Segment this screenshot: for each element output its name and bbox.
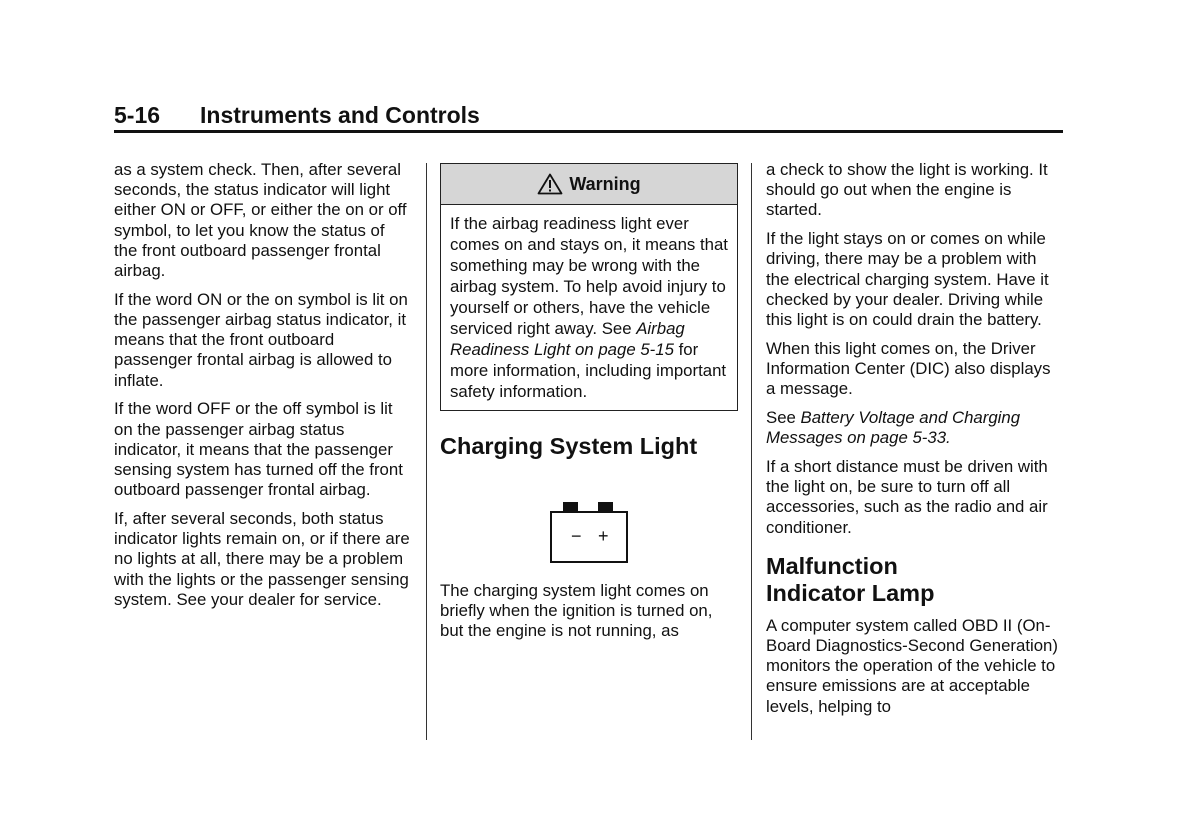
cross-reference: Airbag Readiness Light on page 5-15 <box>450 319 685 359</box>
paragraph: When this light comes on, the Driver Information Center (DIC) also displays a message. <box>766 338 1051 399</box>
section-heading-mil: Malfunction Indicator Lamp <box>766 552 935 607</box>
column-divider-right <box>751 163 752 740</box>
column-left <box>114 160 412 619</box>
warning-text: If the airbag readiness light ever comes on and stays on, it means that something may be wrong with the airbag system. To help avoid injury to yourself or others, have the vehicle serviced right away. See Airbag Readiness Light on page 5-15 for more information, including important safety information. <box>450 214 728 401</box>
paragraph: See Battery Voltage and Charging Messages on page 5-33. <box>766 408 1021 448</box>
warning-triangle-icon <box>537 173 563 195</box>
warning-header <box>441 164 737 205</box>
paragraph: If the word OFF or the off symbol is lit on the passenger airbag status indicator, it means that the passenger sensing system has turned off the front outboard passenger frontal airbag. <box>114 399 403 500</box>
column-right <box>766 160 1064 725</box>
paragraph: a check to show the light is working. It should go out when the engine is started. <box>766 160 1048 220</box>
column-divider-left <box>426 163 427 740</box>
cross-reference: Battery Voltage and Charging Messages on page 5-33. <box>766 408 1021 448</box>
paragraph: If the word ON or the on symbol is lit on the passenger airbag status indicator, it means that the front outboard passenger frontal airbag is allowed to inflate. <box>114 289 408 390</box>
paragraph: as a system check. Then, after several seconds, the status indicator will light either ON or OFF, or either the on or off symbol, to let you know the status of the front outboard passenger frontal airbag. <box>114 160 407 281</box>
battery-minus: − <box>571 525 582 546</box>
battery-plus: + <box>598 525 609 546</box>
battery-icon-area <box>440 461 738 581</box>
paragraph: A computer system called OBD II (On-Board Diagnostics-Second Generation) monitors the operation of the vehicle to ensure emissions are at acceptable levels, helping to <box>766 615 1058 716</box>
page-header <box>114 101 1063 133</box>
section-heading-charging: Charging System Light <box>440 433 698 459</box>
paragraph: If a short distance must be driven with the light on, be sure to turn off all accessories, such as the radio and air conditioner. <box>766 457 1048 537</box>
column-middle <box>440 160 738 650</box>
paragraph: If, after several seconds, both status indicator lights remain on, or if there are no lights at all, there may be a problem with the lights or the passenger sensing system. See your dealer for service. <box>114 509 410 609</box>
paragraph: The charging system light comes on briefly when the ignition is turned on, but the engine is not running, as <box>440 580 713 640</box>
section-title: Instruments and Controls <box>200 102 480 128</box>
warning-title: Warning <box>569 173 641 194</box>
paragraph: If the light stays on or comes on while driving, there may be a problem with the electrical charging system. Have it checked by your dealer. Driving while this light is on could drain the battery. <box>766 229 1049 330</box>
warning-box <box>440 163 738 411</box>
battery-icon <box>550 501 628 563</box>
page-number: 5-16 <box>114 102 161 128</box>
